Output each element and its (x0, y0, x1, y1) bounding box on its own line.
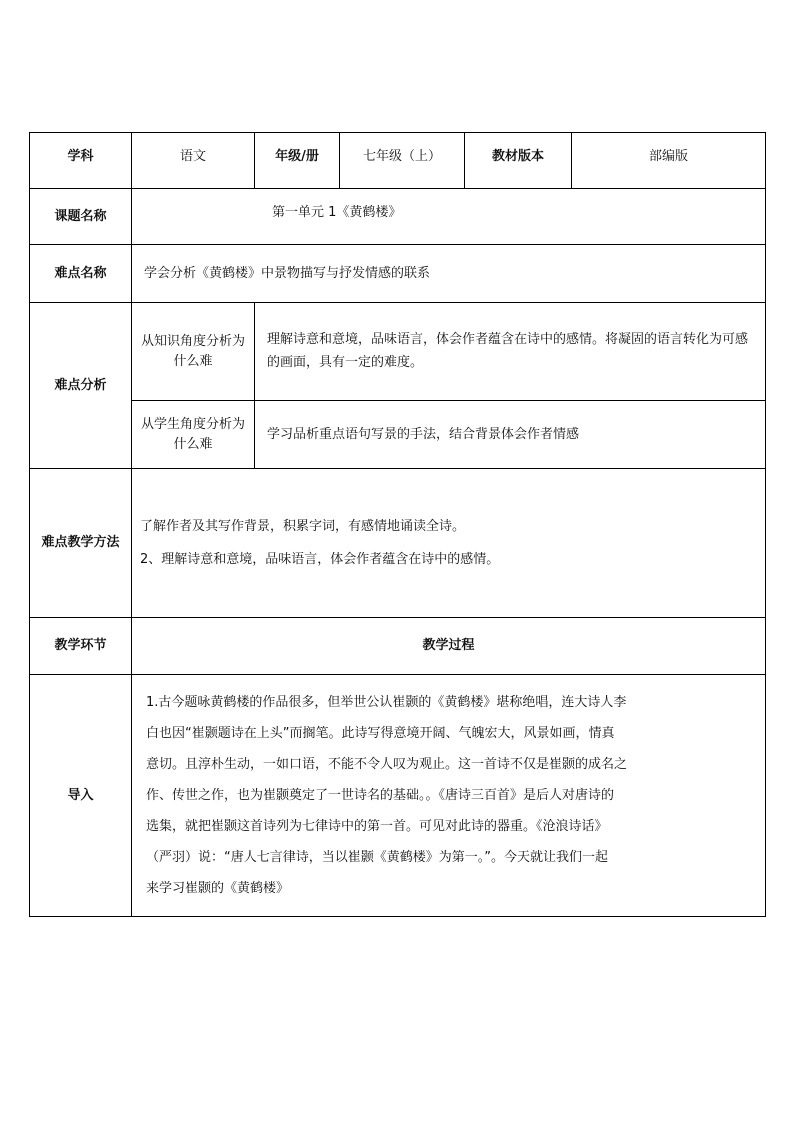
introduction-line: 白也因“崔颢题诗在上头”而搁笔。此诗写得意境开阔、气魄宏大，风景如画，情真 (146, 726, 615, 741)
difficulty-name-label: 难点名称 (30, 245, 132, 303)
introduction-row (30, 675, 766, 917)
teaching-method-content (132, 469, 766, 618)
student-angle-label: 从学生角度分析为什么难 (132, 401, 255, 469)
teaching-method-line: 了解作者及其写作背景，积累字词，有感情地诵读全诗。 (140, 519, 466, 534)
edition-value: 部编版 (572, 133, 766, 189)
introduction-line: 选集，就把崔颢这首诗列为七律诗中的第一首。可见对此诗的器重。《沧浪诗话》 (146, 819, 608, 834)
lesson-plan-table (29, 132, 766, 917)
teaching-stage-label: 教学环节 (30, 618, 132, 675)
teaching-method-line: 2、理解诗意和意境，品味语言，体会作者蕴含在诗中的感情。 (140, 551, 500, 567)
teaching-method-label: 难点教学方法 (30, 469, 132, 618)
difficulty-name-value: 学会分析《黄鹤楼》中景物描写与抒发情感的联系 (132, 245, 766, 303)
knowledge-angle-value: 理解诗意和意境，品味语言，体会作者蕴含在诗中的感情。将凝固的语言转化为可感的画面，具有一定的难度。 (255, 303, 766, 401)
teaching-method-row (30, 469, 766, 618)
process-header-row (30, 618, 766, 675)
subject-value: 语文 (132, 133, 255, 189)
introduction-line: 意切。且淳朴生动，一如口语，不能不令人叹为观止。这一首诗不仅是崔颢的成名之 (146, 757, 628, 772)
introduction-content (132, 675, 766, 917)
grade-value: 七年级（上） (340, 133, 465, 189)
knowledge-analysis-row (30, 303, 766, 401)
difficulty-name-row (30, 245, 766, 303)
topic-label: 课题名称 (30, 189, 132, 245)
subject-label: 学科 (30, 133, 132, 189)
header-row (30, 133, 766, 189)
topic-value: 第一单元 1《黄鹤楼》 (132, 189, 766, 245)
student-analysis-row (30, 401, 766, 469)
difficulty-analysis-label: 难点分析 (30, 303, 132, 469)
introduction-line: 作、传世之作，也为崔颢奠定了一世诗名的基础。。《唐诗三百首》是后人对唐诗的 (146, 788, 615, 803)
teaching-process-label: 教学过程 (132, 618, 766, 675)
introduction-line: 1.古今题咏黄鹤楼的作品很多，但举世公认崔颢的《黄鹤楼》堪称绝唱，连大诗人李 (146, 695, 627, 710)
topic-row (30, 189, 766, 245)
edition-label: 教材版本 (465, 133, 572, 189)
knowledge-angle-label: 从知识角度分析为什么难 (132, 303, 255, 401)
introduction-line: （严羽）说：“唐人七言律诗，当以崔颢《黄鹤楼》为第一。”。今天就让我们一起 (146, 850, 608, 865)
introduction-label: 导入 (30, 675, 132, 917)
introduction-line: 来学习崔颢的《黄鹤楼》 (146, 881, 290, 896)
grade-label: 年级/册 (255, 133, 340, 189)
student-angle-value: 学习品析重点语句写景的手法，结合背景体会作者情感 (255, 401, 766, 469)
